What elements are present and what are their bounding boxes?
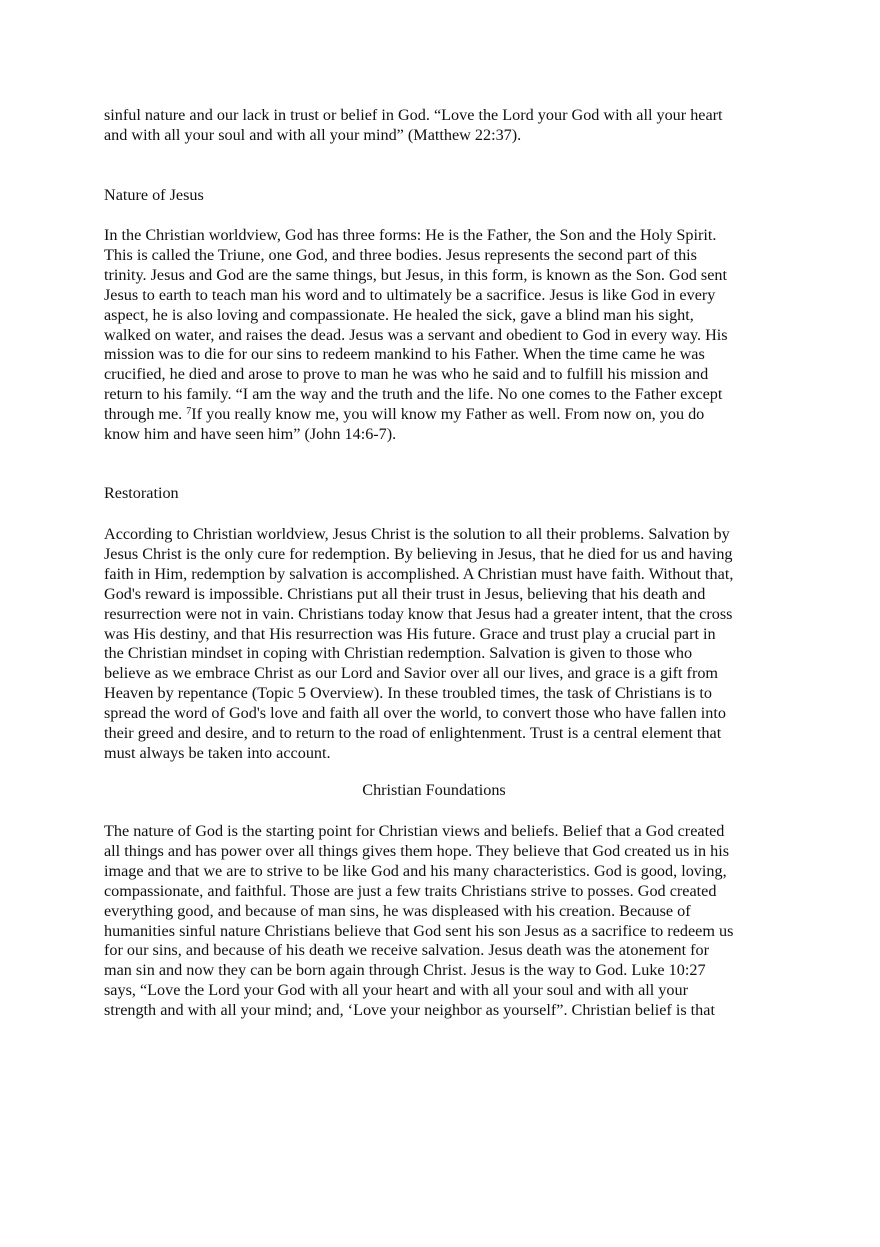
restoration-line: spread the word of God's love and faith all over the world, to convert those who have fallen into [104, 704, 726, 723]
nature-line-start: through me. [104, 405, 187, 424]
intro-line: sinful nature and our lack in trust or belief in God. “Love the Lord your God with all your heart [104, 106, 723, 124]
restoration-line: their greed and desire, and to return to the road of enlightenment. Trust is a central element that [104, 724, 722, 743]
nature-line: This is called the Triune, one God, and three bodies. Jesus represents the second part of this [104, 245, 697, 264]
nature-line: trinity. Jesus and God are the same things, but Jesus, in this form, is known as the Son. God sent [104, 265, 728, 284]
foundations-line: for our sins, and because of his death we receive salvation. Jesus death was the atonement for [104, 941, 710, 960]
foundations-line: all things and has power over all things gives them hope. They believe that God created us in his [104, 841, 730, 860]
restoration-paragraph [104, 525, 780, 764]
section-heading-nature-of-jesus: Nature of Jesus [104, 186, 204, 204]
nature-line: mission was to die for our sins to redeem mankind to his Father. When the time came he was [104, 345, 705, 364]
nature-line: know him and have seen him” (John 14:6-7). [104, 425, 397, 444]
nature-line: return to his family. “I am the way and the truth and the life. No one comes to the Father except [104, 385, 723, 404]
restoration-line: the Christian mindset in coping with Christian redemption. Salvation is given to those who [104, 644, 693, 663]
foundations-line: says, “Love the Lord your God with all your heart and with all your soul and with all your [104, 981, 688, 1000]
nature-line: In the Christian worldview, God has three forms: He is the Father, the Son and the Holy Spirit. [104, 226, 717, 244]
nature-line: aspect, he is also loving and compassionate. He healed the sick, gave a blind man his sight, [104, 305, 694, 324]
restoration-line: must always be taken into account. [104, 743, 331, 762]
intro-paragraph [104, 106, 780, 146]
verse-number: 7 [186, 406, 192, 418]
restoration-line: believe as we embrace Christ as our Lord and Savior over all our lives, and grace is a gift from [104, 664, 719, 683]
foundations-line: man sin and now they can be born again through Christ. Jesus is the way to God. Luke 10:27 [104, 961, 706, 980]
foundations-line: humanities sinful nature Christians believe that God sent his son Jesus as a sacrifice to redeem us [104, 921, 734, 940]
restoration-line: faith in Him, redemption by salvation is accomplished. A Christian must have faith. Without that, [104, 564, 734, 583]
restoration-line: was His destiny, and that His resurrection was His future. Grace and trust play a crucial part in [104, 624, 716, 643]
section-heading-christian-foundations: Christian Foundations [362, 781, 506, 799]
foundations-line: everything good, and because of man sins, he was displeased with his creation. Because of [104, 901, 691, 920]
section-heading-restoration: Restoration [104, 484, 179, 502]
foundations-line: strength and with all your mind; and, ‘Love your neighbor as yourself”. Christian belief is that [104, 1001, 715, 1020]
nature-line: Jesus to earth to teach man his word and to ultimately be a sacrifice. Jesus is like God in every [104, 285, 716, 304]
foundations-line: image and that we are to strive to be like God and his many characteristics. God is good, loving, [104, 861, 727, 880]
foundations-line: compassionate, and faithful. Those are just a few traits Christians strive to posses. God created [104, 881, 717, 900]
restoration-line: resurrection were not in vain. Christians today know that Jesus had a greater intent, that the cross [104, 604, 733, 623]
nature-paragraph [104, 226, 780, 445]
nature-line: crucified, he died and arose to prove to man he was who he said and to fulfill his mission and [104, 365, 709, 384]
intro-line: and with all your soul and with all your mind” (Matthew 22:37). [104, 125, 522, 144]
restoration-line: God's reward is impossible. Christians put all their trust in Jesus, believing that his death and [104, 584, 706, 603]
nature-line: walked on water, and raises the dead. Jesus was a servant and obedient to God in every way. His [104, 325, 728, 344]
nature-line-end: If you really know me, you will know my Father as well. From now on, you do [191, 405, 705, 424]
restoration-line: According to Christian worldview, Jesus Christ is the solution to all their problems. Salvation by [104, 525, 730, 543]
foundations-paragraph [104, 822, 780, 1021]
restoration-line: Heaven by repentance (Topic 5 Overview). In these troubled times, the task of Christians is to [104, 684, 712, 703]
foundations-line: The nature of God is the starting point for Christian views and beliefs. Belief that a God created [104, 822, 725, 840]
restoration-line: Jesus Christ is the only cure for redemption. By believing in Jesus, that he died for us and having [104, 544, 733, 563]
